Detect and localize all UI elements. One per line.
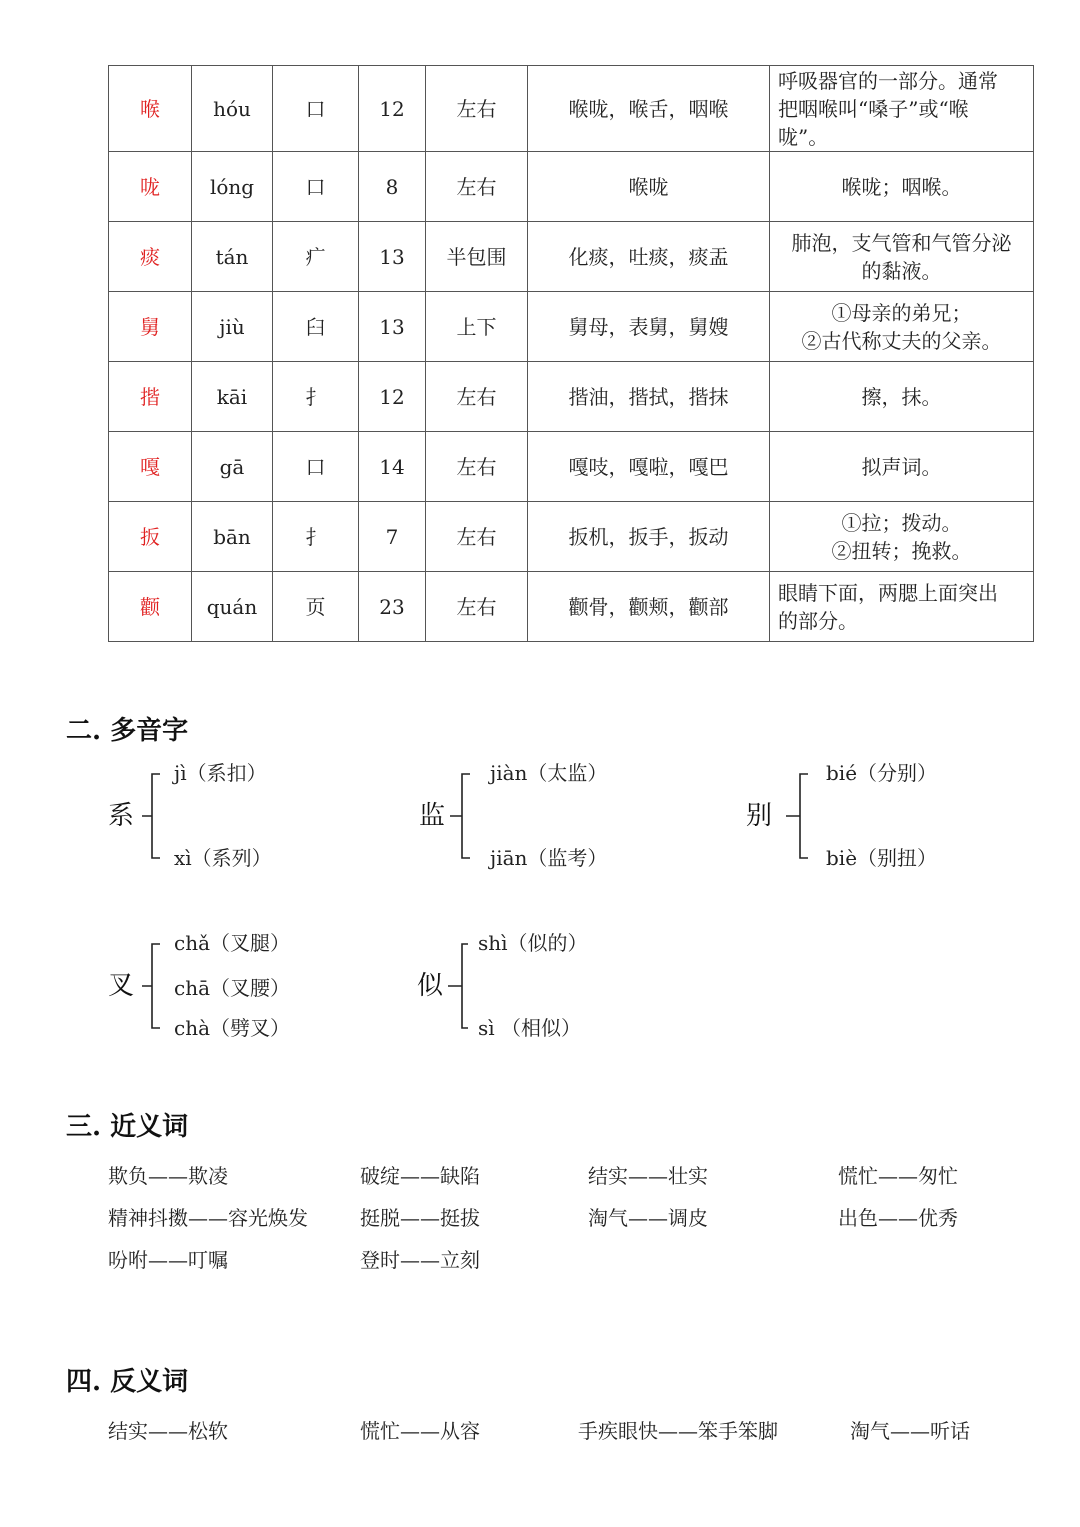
words-cell: 扳机，扳手，扳动 xyxy=(528,502,770,572)
brace-icon xyxy=(782,772,810,862)
words-cell: 化痰，吐痰，痰盂 xyxy=(528,222,770,292)
char-cell: 喉 xyxy=(109,66,192,152)
table-row xyxy=(109,502,1034,572)
meaning-cell xyxy=(770,432,1034,502)
meaning-cell xyxy=(770,152,1034,222)
antonym-pair: 手疾眼快——笨手笨脚 xyxy=(578,1419,778,1443)
meaning-cell xyxy=(770,572,1034,642)
pinyin-cell: quán xyxy=(192,572,273,642)
meaning-line: ①拉；拨动。 xyxy=(841,510,962,535)
char-cell: 揩 xyxy=(109,362,192,432)
meaning-cell xyxy=(770,222,1034,292)
synonym-pair: 挺脱——挺拔 xyxy=(360,1206,480,1230)
meaning-cell xyxy=(770,292,1034,362)
char-cell: 颧 xyxy=(109,572,192,642)
reading: chà（劈叉） xyxy=(174,1016,291,1040)
table-row xyxy=(109,572,1034,642)
radical-cell: 页 xyxy=(273,572,359,642)
char-cell: 嘎 xyxy=(109,432,192,502)
antonym-pair: 慌忙——从容 xyxy=(360,1419,480,1443)
reading: bié（分别） xyxy=(826,761,938,785)
synonym-pair: 出色——优秀 xyxy=(838,1206,958,1230)
reading: jì（系扣） xyxy=(174,761,267,785)
pinyin-cell: jiù xyxy=(192,292,273,362)
table-row xyxy=(109,66,1034,152)
structure-cell: 上下 xyxy=(426,292,528,362)
char-cell: 扳 xyxy=(109,502,192,572)
meaning-line: 呼吸器官的一部分。通常 xyxy=(778,68,998,93)
structure-cell: 左右 xyxy=(426,432,528,502)
radical-cell: 扌 xyxy=(273,362,359,432)
meaning-line: ①母亲的弟兄； xyxy=(831,300,972,325)
char-cell: 舅 xyxy=(109,292,192,362)
brace-icon xyxy=(446,942,470,1032)
polyphonic-char: 似 xyxy=(417,971,444,1001)
table-row xyxy=(109,432,1034,502)
structure-cell: 左右 xyxy=(426,362,528,432)
radical-cell: 口 xyxy=(273,66,359,152)
radical-cell: 口 xyxy=(273,432,359,502)
character-table-body xyxy=(109,66,1034,642)
antonym-pair: 淘气——听话 xyxy=(850,1419,970,1443)
meaning-line: 咙”。 xyxy=(778,124,829,149)
meaning-line: ②扭转；挽救。 xyxy=(831,538,972,563)
synonym-pair: 慌忙——匆忙 xyxy=(838,1164,958,1188)
char-cell: 咙 xyxy=(109,152,192,222)
meaning-line: 拟声词。 xyxy=(861,454,942,479)
meaning-line: 擦，抹。 xyxy=(861,384,942,409)
structure-cell: 左右 xyxy=(426,572,528,642)
reading: chǎ（叉腿） xyxy=(174,931,291,955)
meaning-cell xyxy=(770,362,1034,432)
reading: sì （相似） xyxy=(478,1016,582,1040)
structure-cell: 左右 xyxy=(426,152,528,222)
strokes-cell: 12 xyxy=(359,66,426,152)
synonym-pair: 破绽——缺陷 xyxy=(360,1164,480,1188)
pinyin-cell: lóng xyxy=(192,152,273,222)
meaning-cell xyxy=(770,502,1034,572)
brace-icon xyxy=(140,772,164,862)
radical-cell: 疒 xyxy=(273,222,359,292)
brace-icon xyxy=(448,772,472,862)
words-cell: 揩油，揩拭，揩抹 xyxy=(528,362,770,432)
reading: jiàn（太监） xyxy=(490,761,608,785)
pinyin-cell: kāi xyxy=(192,362,273,432)
meaning-line: 喉咙；咽喉。 xyxy=(841,174,962,199)
synonym-pair: 吩咐——叮嘱 xyxy=(108,1248,228,1272)
meaning-line: 的黏液。 xyxy=(861,258,942,283)
synonym-pair: 登时——立刻 xyxy=(360,1248,480,1272)
antonyms-heading: 四. 反义词 xyxy=(66,1367,189,1397)
table-row xyxy=(109,222,1034,292)
radical-cell: 口 xyxy=(273,152,359,222)
pinyin-cell: bān xyxy=(192,502,273,572)
polyphonic-heading: 二. 多音字 xyxy=(66,716,189,746)
reading: biè（别扭） xyxy=(826,846,938,870)
strokes-cell: 13 xyxy=(359,292,426,362)
brace-icon xyxy=(140,942,164,1032)
radical-cell: 臼 xyxy=(273,292,359,362)
synonym-pair: 精神抖擞——容光焕发 xyxy=(108,1206,308,1230)
character-table xyxy=(108,65,1034,642)
structure-cell: 左右 xyxy=(426,502,528,572)
words-cell: 舅母，表舅，舅嫂 xyxy=(528,292,770,362)
reading: chā（叉腰） xyxy=(174,976,291,1000)
structure-cell: 左右 xyxy=(426,66,528,152)
polyphonic-char: 系 xyxy=(108,801,135,831)
table-row xyxy=(109,292,1034,362)
meaning-line: 把咽喉叫“嗓子”或“喉 xyxy=(778,96,969,121)
strokes-cell: 14 xyxy=(359,432,426,502)
synonym-pair: 淘气——调皮 xyxy=(588,1206,708,1230)
words-cell: 喉咙，喉舌，咽喉 xyxy=(528,66,770,152)
pinyin-cell: gā xyxy=(192,432,273,502)
strokes-cell: 23 xyxy=(359,572,426,642)
words-cell: 喉咙 xyxy=(528,152,770,222)
polyphonic-char: 叉 xyxy=(108,971,135,1001)
meaning-line: 肺泡，支气管和气管分泌 xyxy=(791,230,1012,255)
reading: jiān（监考） xyxy=(490,846,608,870)
meaning-cell xyxy=(770,66,1034,152)
polyphonic-char: 监 xyxy=(419,801,446,831)
antonym-pair: 结实——松软 xyxy=(108,1419,228,1443)
strokes-cell: 8 xyxy=(359,152,426,222)
synonyms-heading: 三. 近义词 xyxy=(66,1112,189,1142)
reading: shì（似的） xyxy=(478,931,588,955)
pinyin-cell: hóu xyxy=(192,66,273,152)
strokes-cell: 7 xyxy=(359,502,426,572)
table-row xyxy=(109,152,1034,222)
char-cell: 痰 xyxy=(109,222,192,292)
reading: xì（系列） xyxy=(174,846,272,870)
strokes-cell: 12 xyxy=(359,362,426,432)
structure-cell: 半包围 xyxy=(426,222,528,292)
words-cell: 颧骨，颧颊，颧部 xyxy=(528,572,770,642)
pinyin-cell: tán xyxy=(192,222,273,292)
polyphonic-char: 别 xyxy=(746,801,773,831)
strokes-cell: 13 xyxy=(359,222,426,292)
meaning-line: ②古代称丈夫的父亲。 xyxy=(801,328,1002,353)
words-cell: 嘎吱，嘎啦，嘎巴 xyxy=(528,432,770,502)
meaning-line: 眼睛下面，两腮上面突出 xyxy=(778,580,998,605)
table-row xyxy=(109,362,1034,432)
synonym-pair: 欺负——欺凌 xyxy=(108,1164,228,1188)
synonym-pair: 结实——壮实 xyxy=(588,1164,708,1188)
radical-cell: 扌 xyxy=(273,502,359,572)
meaning-line: 的部分。 xyxy=(778,608,858,633)
